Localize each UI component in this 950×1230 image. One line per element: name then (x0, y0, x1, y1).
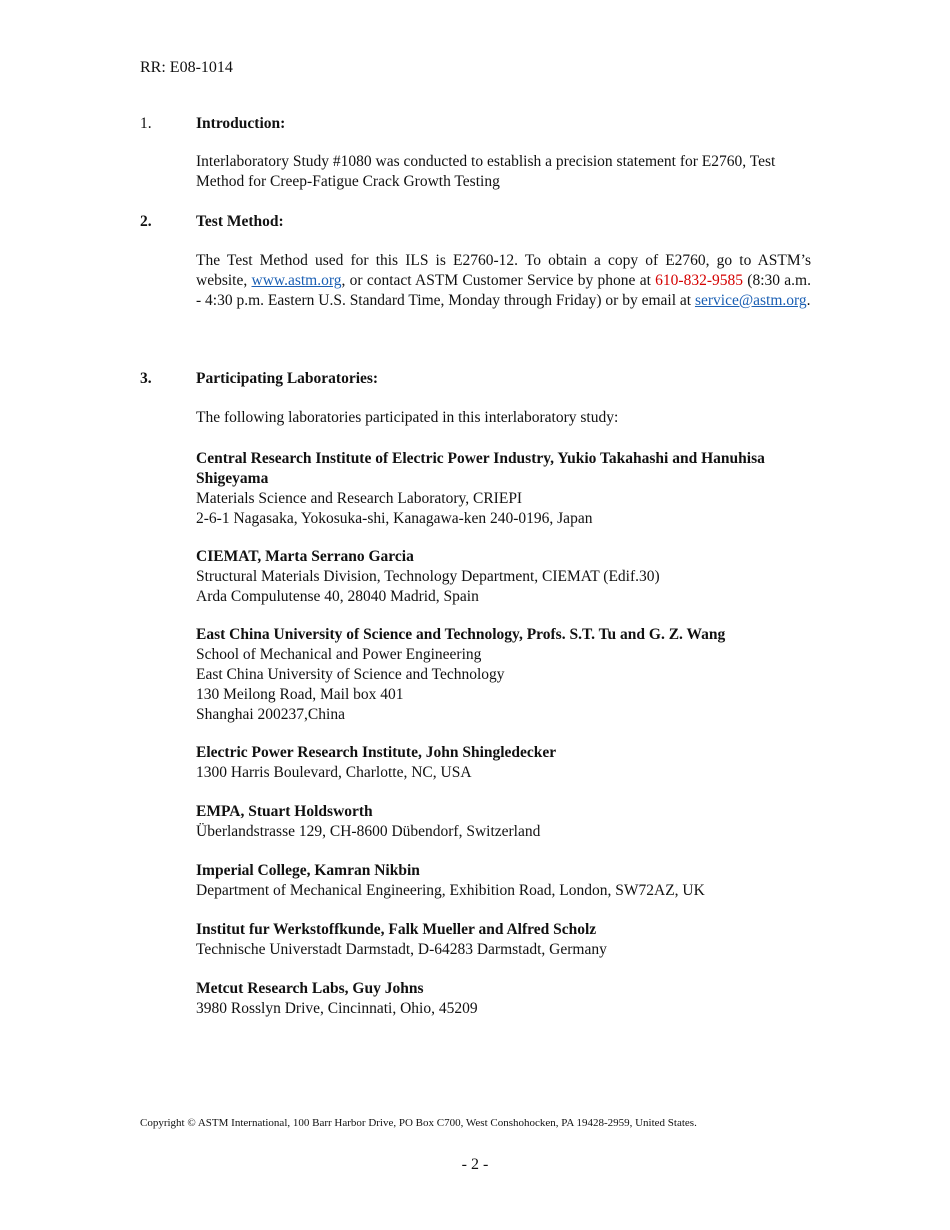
labs-intro: The following laboratories participated in this interlaboratory study: (196, 409, 619, 426)
laboratory-entry (196, 920, 816, 960)
report-reference: RR: E08-1014 (140, 59, 233, 76)
service-email-link[interactable]: service@astm.org (694, 292, 807, 309)
intro-paragraph: Interlaboratory Study #1080 was conducted to establish a precision statement for E2760, Test Method for Creep-Fatigue Crack Growth Testing (196, 153, 776, 190)
laboratory-entry (196, 979, 816, 1019)
page-number: - 2 - (461, 1156, 489, 1173)
laboratory-address-line: Überlandstrasse 129, CH-8600 Dübendorf, Switzerland (196, 823, 541, 840)
laboratory-name: EMPA, Stuart Holdsworth (196, 803, 373, 820)
laboratory-address-line: 130 Meilong Road, Mail box 401 (196, 686, 404, 703)
section-title-method: Test Method: (196, 213, 284, 230)
laboratory-address-line: Department of Mechanical Engineering, Exhibition Road, London, SW72AZ, UK (196, 882, 705, 899)
section-title-labs: Participating Laboratories: (196, 370, 379, 387)
method-text-2: , or contact ASTM Customer Service by phone at (341, 272, 656, 289)
laboratory-name: Metcut Research Labs, Guy Johns (196, 980, 424, 997)
laboratory-address-line: 2-6-1 Nagasaka, Yokosuka-shi, Kanagawa-ken 240-0196, Japan (196, 510, 593, 527)
section-title-intro: Introduction: (196, 115, 286, 132)
section-number-labs: 3. (140, 370, 152, 387)
method-text-1: The Test Method used for this ILS is E2760-12. To obtain a copy of E2760, go to ASTM’s website, (196, 252, 811, 289)
laboratory-address-line: School of Mechanical and Power Engineering (196, 646, 482, 663)
laboratory-entry (196, 625, 816, 725)
laboratory-address-line: East China University of Science and Technology (196, 666, 505, 683)
copyright-notice: Copyright © ASTM International, 100 Barr Harbor Drive, PO Box C700, West Conshohocken, PA 19428-2959, United States. (140, 1117, 697, 1129)
laboratory-name: CIEMAT, Marta Serrano Garcia (196, 548, 414, 565)
laboratory-address-line: Technische Universtadt Darmstadt, D-64283 Darmstadt, Germany (196, 941, 607, 958)
laboratory-address-line: Arda Compulutense 40, 28040 Madrid, Spain (196, 588, 479, 605)
laboratory-name: Central Research Institute of Electric Power Industry, Yukio Takahashi and Hanuhisa Shigeyama (196, 450, 765, 487)
laboratory-entry (196, 861, 816, 901)
method-text-end: . (806, 292, 811, 309)
laboratory-address-line: Shanghai 200237,China (196, 706, 345, 723)
laboratory-address-line: 1300 Harris Boulevard, Charlotte, NC, USA (196, 764, 472, 781)
laboratory-entry (196, 449, 776, 529)
laboratory-entry (196, 547, 816, 607)
method-text-3: (8:30 a.m. - 4:30 p.m. Eastern U.S. Standard Time, Monday through Friday) or by email at (196, 272, 811, 309)
laboratory-name: East China University of Science and Technology, Profs. S.T. Tu and G. Z. Wang (196, 626, 726, 643)
laboratory-name: Institut fur Werkstoffkunde, Falk Mueller and Alfred Scholz (196, 921, 597, 938)
method-paragraph (196, 251, 811, 311)
laboratory-address-line: 3980 Rosslyn Drive, Cincinnati, Ohio, 45209 (196, 1000, 478, 1017)
astm-website-link[interactable]: www.astm.org (251, 272, 342, 289)
phone-number: 610-832-9585 (655, 272, 743, 289)
section-number-intro: 1. (140, 115, 152, 132)
laboratory-address-line: Structural Materials Division, Technology Department, CIEMAT (Edif.30) (196, 568, 660, 585)
laboratory-name: Imperial College, Kamran Nikbin (196, 862, 420, 879)
laboratory-entry (196, 802, 816, 842)
laboratory-entry (196, 743, 816, 783)
section-number-method: 2. (140, 213, 152, 230)
laboratory-address-line: Materials Science and Research Laboratory, CRIEPI (196, 490, 523, 507)
laboratory-name: Electric Power Research Institute, John Shingledecker (196, 744, 557, 761)
